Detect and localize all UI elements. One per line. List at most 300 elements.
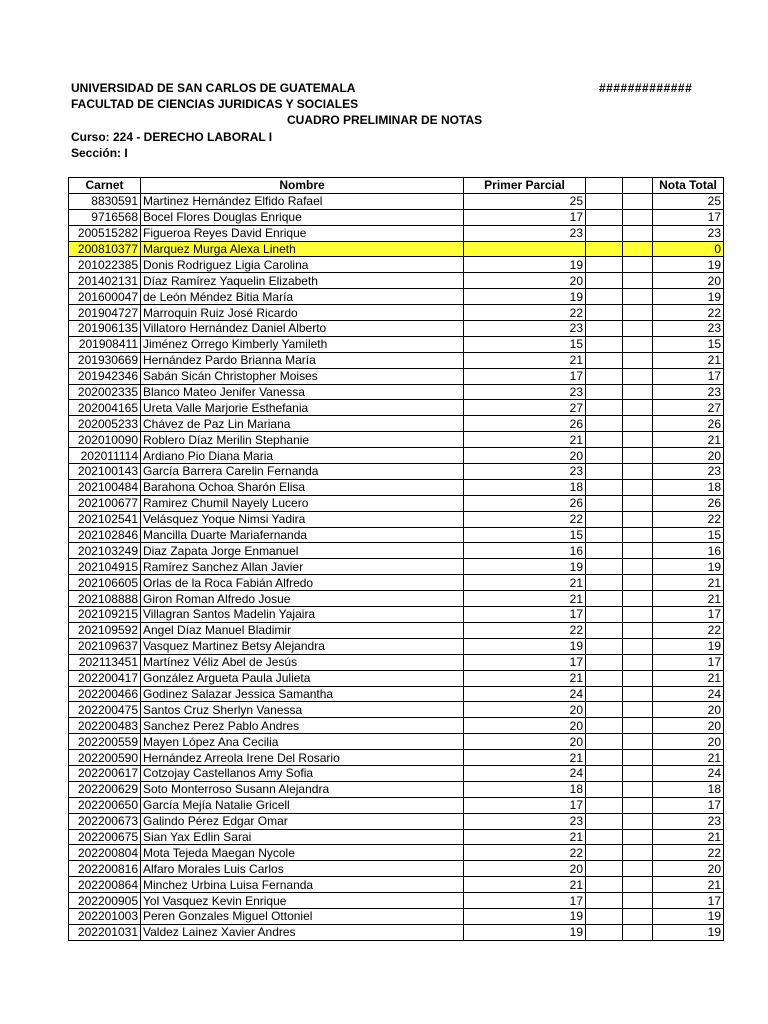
empty-cell	[586, 829, 623, 845]
nota-total-cell: 20	[653, 702, 724, 718]
table-row	[69, 591, 724, 607]
empty-cell	[586, 352, 623, 368]
empty-cell	[586, 781, 623, 797]
nombre-cell: Cotzojay Castellanos Amy Sofia	[141, 765, 464, 781]
nota-total-cell: 17	[653, 797, 724, 813]
empty-cell	[586, 750, 623, 766]
table-row	[69, 416, 724, 432]
primer-parcial-cell: 22	[464, 845, 586, 861]
carnet-cell: 202005233	[69, 416, 141, 432]
table-row	[69, 511, 724, 527]
nota-total-cell: 16	[653, 543, 724, 559]
nota-total-cell: 18	[653, 479, 724, 495]
nota-total-cell: 19	[653, 908, 724, 924]
empty-cell	[586, 432, 623, 448]
nombre-cell: Vasquez Martinez Betsy Alejandra	[141, 638, 464, 654]
empty-cell	[623, 670, 653, 686]
primer-parcial-cell: 26	[464, 416, 586, 432]
empty-cell	[623, 241, 653, 257]
empty-cell	[586, 273, 623, 289]
grades-table	[68, 177, 724, 941]
carnet-cell: 9716568	[69, 209, 141, 225]
empty-cell	[586, 527, 623, 543]
nota-total-cell: 23	[653, 464, 724, 480]
carnet-cell: 201022385	[69, 257, 141, 273]
table-header-row	[69, 178, 724, 194]
nombre-cell: Blanco Mateo Jenifer Vanessa	[141, 384, 464, 400]
nombre-cell: Mayen López Ana Cecilia	[141, 734, 464, 750]
empty-cell	[586, 543, 623, 559]
column-header-nota-total: Nota Total	[653, 178, 724, 194]
nombre-cell: Bocel Flores Douglas Enrique	[141, 209, 464, 225]
nombre-cell: Ardiano Pio Diana Maria	[141, 448, 464, 464]
empty-cell	[586, 448, 623, 464]
nombre-cell: Martinez Hernández Elfido Rafael	[141, 193, 464, 209]
nombre-cell: Hernández Pardo Brianna María	[141, 352, 464, 368]
empty-cell	[586, 718, 623, 734]
carnet-cell: 201930669	[69, 352, 141, 368]
nota-total-cell: 19	[653, 638, 724, 654]
table-row	[69, 559, 724, 575]
empty-cell	[586, 877, 623, 893]
primer-parcial-cell: 17	[464, 607, 586, 623]
empty-cell	[623, 750, 653, 766]
empty-cell	[586, 686, 623, 702]
table-row	[69, 448, 724, 464]
table-row	[69, 464, 724, 480]
grades-table-body	[69, 193, 724, 940]
primer-parcial-cell: 16	[464, 543, 586, 559]
column-header-empty-1	[586, 178, 623, 194]
carnet-cell: 201942346	[69, 368, 141, 384]
empty-cell	[586, 400, 623, 416]
empty-cell	[623, 813, 653, 829]
nombre-cell: Angel Díaz Manuel Bladimir	[141, 622, 464, 638]
empty-cell	[586, 654, 623, 670]
table-row	[69, 273, 724, 289]
table-row	[69, 893, 724, 909]
carnet-cell: 202002335	[69, 384, 141, 400]
empty-cell	[623, 384, 653, 400]
carnet-cell: 202200629	[69, 781, 141, 797]
carnet-cell: 202103249	[69, 543, 141, 559]
primer-parcial-cell: 26	[464, 495, 586, 511]
nombre-cell: Velásquez Yoque Nimsi Yadira	[141, 511, 464, 527]
carnet-cell: 202200483	[69, 718, 141, 734]
empty-cell	[623, 893, 653, 909]
primer-parcial-cell: 20	[464, 702, 586, 718]
empty-cell	[586, 908, 623, 924]
empty-cell	[623, 765, 653, 781]
primer-parcial-cell: 21	[464, 432, 586, 448]
nombre-cell: Marquez Murga Alexa Lineth	[141, 241, 464, 257]
nota-total-cell: 15	[653, 527, 724, 543]
empty-cell	[586, 559, 623, 575]
nota-total-cell: 24	[653, 686, 724, 702]
carnet-cell: 202200673	[69, 813, 141, 829]
carnet-cell: 202200559	[69, 734, 141, 750]
empty-cell	[623, 622, 653, 638]
nombre-cell: Mancilla Duarte Mariafernanda	[141, 527, 464, 543]
nota-total-cell: 20	[653, 734, 724, 750]
table-row	[69, 797, 724, 813]
empty-cell	[623, 797, 653, 813]
nombre-cell: Hernández Arreola Irene Del Rosario	[141, 750, 464, 766]
carnet-cell: 201402131	[69, 273, 141, 289]
table-row	[69, 257, 724, 273]
carnet-cell: 202200475	[69, 702, 141, 718]
primer-parcial-cell: 24	[464, 765, 586, 781]
primer-parcial-cell: 21	[464, 750, 586, 766]
nombre-cell: Minchez Urbina Luisa Fernanda	[141, 877, 464, 893]
empty-cell	[586, 479, 623, 495]
carnet-cell: 202200675	[69, 829, 141, 845]
nota-total-cell: 19	[653, 924, 724, 940]
nombre-cell: Galindo Pérez Edgar Omar	[141, 813, 464, 829]
empty-cell	[586, 702, 623, 718]
empty-cell	[586, 384, 623, 400]
primer-parcial-cell: 19	[464, 924, 586, 940]
table-row	[69, 321, 724, 337]
empty-cell	[586, 734, 623, 750]
empty-cell	[623, 527, 653, 543]
nombre-cell: Diaz Zapata Jorge Enmanuel	[141, 543, 464, 559]
empty-cell	[586, 416, 623, 432]
table-row	[69, 750, 724, 766]
empty-cell	[623, 877, 653, 893]
carnet-cell: 202004165	[69, 400, 141, 416]
nombre-cell: Ramirez Chumil Nayely Lucero	[141, 495, 464, 511]
empty-cell	[623, 193, 653, 209]
empty-cell	[623, 511, 653, 527]
nota-total-cell: 19	[653, 289, 724, 305]
empty-cell	[623, 321, 653, 337]
empty-cell	[623, 781, 653, 797]
primer-parcial-cell: 20	[464, 448, 586, 464]
empty-cell	[623, 289, 653, 305]
nombre-cell: Ureta Valle Marjorie Esthefania	[141, 400, 464, 416]
empty-cell	[623, 225, 653, 241]
nombre-cell: Donis Rodriguez Ligia Carolina	[141, 257, 464, 273]
table-row	[69, 765, 724, 781]
empty-cell	[586, 321, 623, 337]
table-row	[69, 908, 724, 924]
empty-cell	[623, 638, 653, 654]
empty-cell	[586, 924, 623, 940]
empty-cell	[586, 797, 623, 813]
empty-cell	[623, 575, 653, 591]
nombre-cell: Peren Gonzales Miguel Ottoniel	[141, 908, 464, 924]
empty-cell	[623, 432, 653, 448]
table-row	[69, 352, 724, 368]
nota-total-cell: 17	[653, 654, 724, 670]
nota-total-cell: 20	[653, 273, 724, 289]
empty-cell	[586, 257, 623, 273]
nota-total-cell: 20	[653, 861, 724, 877]
table-row	[69, 829, 724, 845]
nota-total-cell: 23	[653, 384, 724, 400]
nombre-cell: Figueroa Reyes David Enrique	[141, 225, 464, 241]
empty-cell	[623, 352, 653, 368]
nota-total-cell: 17	[653, 607, 724, 623]
nota-total-cell: 17	[653, 893, 724, 909]
table-row	[69, 241, 724, 257]
nota-total-cell: 24	[653, 765, 724, 781]
nombre-cell: Barahona Ochoa Sharón Elisa	[141, 479, 464, 495]
carnet-cell: 202106605	[69, 575, 141, 591]
nota-total-cell: 20	[653, 718, 724, 734]
nota-total-cell: 22	[653, 305, 724, 321]
table-row	[69, 305, 724, 321]
carnet-cell: 202100677	[69, 495, 141, 511]
table-row	[69, 336, 724, 352]
carnet-cell: 202200590	[69, 750, 141, 766]
empty-cell	[623, 479, 653, 495]
empty-cell	[586, 209, 623, 225]
carnet-cell: 201908411	[69, 336, 141, 352]
table-row	[69, 225, 724, 241]
carnet-cell: 202200816	[69, 861, 141, 877]
nombre-cell: Sian Yax Edlin Sarai	[141, 829, 464, 845]
primer-parcial-cell: 22	[464, 305, 586, 321]
table-row	[69, 495, 724, 511]
nota-total-cell: 25	[653, 193, 724, 209]
nombre-cell: Alfaro Morales Luis Carlos	[141, 861, 464, 877]
nota-total-cell: 15	[653, 336, 724, 352]
table-row	[69, 813, 724, 829]
empty-cell	[623, 209, 653, 225]
nota-total-cell: 21	[653, 591, 724, 607]
column-header-empty-2	[623, 178, 653, 194]
empty-cell	[586, 511, 623, 527]
nombre-cell: Chávez de Paz Lin Mariana	[141, 416, 464, 432]
table-row	[69, 543, 724, 559]
carnet-cell: 8830591	[69, 193, 141, 209]
empty-cell	[586, 464, 623, 480]
empty-cell	[623, 845, 653, 861]
empty-cell	[623, 908, 653, 924]
section-label: Sección: I	[71, 146, 128, 160]
table-row	[69, 479, 724, 495]
primer-parcial-cell: 20	[464, 273, 586, 289]
nota-total-cell: 23	[653, 225, 724, 241]
nombre-cell: Marroquin Ruiz José Ricardo	[141, 305, 464, 321]
empty-cell	[623, 591, 653, 607]
primer-parcial-cell: 15	[464, 527, 586, 543]
primer-parcial-cell: 17	[464, 893, 586, 909]
table-row	[69, 209, 724, 225]
nota-total-cell: 20	[653, 448, 724, 464]
carnet-cell: 202200864	[69, 877, 141, 893]
primer-parcial-cell: 19	[464, 638, 586, 654]
primer-parcial-cell: 21	[464, 829, 586, 845]
nota-total-cell: 23	[653, 321, 724, 337]
primer-parcial-cell: 19	[464, 257, 586, 273]
table-row	[69, 781, 724, 797]
carnet-cell: 202102846	[69, 527, 141, 543]
table-row	[69, 432, 724, 448]
empty-cell	[623, 368, 653, 384]
primer-parcial-cell: 17	[464, 797, 586, 813]
primer-parcial-cell: 17	[464, 368, 586, 384]
primer-parcial-cell: 18	[464, 781, 586, 797]
carnet-cell: 202102541	[69, 511, 141, 527]
primer-parcial-cell: 21	[464, 670, 586, 686]
table-row	[69, 845, 724, 861]
empty-cell	[586, 845, 623, 861]
primer-parcial-cell: 21	[464, 575, 586, 591]
primer-parcial-cell: 21	[464, 591, 586, 607]
primer-parcial-cell: 23	[464, 813, 586, 829]
page-title: CUADRO PRELIMINAR DE NOTAS	[287, 113, 483, 127]
carnet-cell: 202109592	[69, 622, 141, 638]
empty-cell	[623, 829, 653, 845]
primer-parcial-cell: 21	[464, 352, 586, 368]
primer-parcial-cell: 27	[464, 400, 586, 416]
nombre-cell: Yol Vasquez Kevin Enrique	[141, 893, 464, 909]
primer-parcial-cell: 23	[464, 321, 586, 337]
table-row	[69, 368, 724, 384]
nombre-cell: Valdez Lainez Xavier Andres	[141, 924, 464, 940]
primer-parcial-cell: 19	[464, 289, 586, 305]
nombre-cell: Godinez Salazar Jessica Samantha	[141, 686, 464, 702]
empty-cell	[623, 400, 653, 416]
nota-total-cell: 27	[653, 400, 724, 416]
primer-parcial-cell: 22	[464, 511, 586, 527]
empty-cell	[623, 559, 653, 575]
carnet-cell: 202200417	[69, 670, 141, 686]
nombre-cell: de León Méndez Bitia María	[141, 289, 464, 305]
empty-cell	[586, 575, 623, 591]
nota-total-cell: 21	[653, 670, 724, 686]
empty-cell	[623, 924, 653, 940]
nombre-cell: García Barrera Carelin Fernanda	[141, 464, 464, 480]
empty-cell	[586, 670, 623, 686]
nombre-cell: Sanchez Perez Pablo Andres	[141, 718, 464, 734]
empty-cell	[623, 495, 653, 511]
empty-cell	[623, 654, 653, 670]
primer-parcial-cell: 17	[464, 209, 586, 225]
carnet-cell: 202109637	[69, 638, 141, 654]
carnet-cell: 202100143	[69, 464, 141, 480]
carnet-cell: 202100484	[69, 479, 141, 495]
empty-cell	[586, 765, 623, 781]
table-row	[69, 527, 724, 543]
table-row	[69, 607, 724, 623]
empty-cell	[586, 495, 623, 511]
primer-parcial-cell: 17	[464, 654, 586, 670]
carnet-cell: 202104915	[69, 559, 141, 575]
nombre-cell: González Argueta Paula Julieta	[141, 670, 464, 686]
column-header-carnet: Carnet	[69, 178, 141, 194]
course-label: Curso: 224 - DERECHO LABORAL I	[71, 130, 273, 144]
nota-total-cell: 21	[653, 575, 724, 591]
empty-cell	[623, 861, 653, 877]
carnet-cell: 201600047	[69, 289, 141, 305]
empty-cell	[623, 273, 653, 289]
table-row	[69, 654, 724, 670]
primer-parcial-cell: 20	[464, 734, 586, 750]
carnet-cell: 202200905	[69, 893, 141, 909]
nombre-cell: Villatoro Hernández Daniel Alberto	[141, 321, 464, 337]
carnet-cell: 202010090	[69, 432, 141, 448]
carnet-cell: 202200617	[69, 765, 141, 781]
table-row	[69, 702, 724, 718]
empty-cell	[586, 368, 623, 384]
nombre-cell: Santos Cruz Sherlyn Vanessa	[141, 702, 464, 718]
empty-cell	[586, 241, 623, 257]
nombre-cell: Jiménez Orrego Kimberly Yamileth	[141, 336, 464, 352]
primer-parcial-cell: 21	[464, 877, 586, 893]
table-row	[69, 622, 724, 638]
primer-parcial-cell: 15	[464, 336, 586, 352]
table-row	[69, 400, 724, 416]
empty-cell	[586, 861, 623, 877]
nota-total-cell: 22	[653, 845, 724, 861]
nota-total-cell: 23	[653, 813, 724, 829]
carnet-cell: 201906135	[69, 321, 141, 337]
nombre-cell: Ramírez Sanchez Allan Javier	[141, 559, 464, 575]
nota-total-cell: 0	[653, 241, 724, 257]
nota-total-cell: 21	[653, 829, 724, 845]
nota-total-cell: 21	[653, 352, 724, 368]
empty-cell	[586, 289, 623, 305]
table-row	[69, 289, 724, 305]
table-row	[69, 877, 724, 893]
empty-cell	[586, 591, 623, 607]
carnet-cell: 202201003	[69, 908, 141, 924]
nombre-cell: Roblero Díaz Merilin Stephanie	[141, 432, 464, 448]
carnet-cell: 200810377	[69, 241, 141, 257]
table-row	[69, 384, 724, 400]
nota-total-cell: 22	[653, 622, 724, 638]
empty-cell	[623, 734, 653, 750]
date-overflow-cell: #############	[599, 81, 693, 95]
empty-cell	[623, 257, 653, 273]
primer-parcial-cell	[464, 241, 586, 257]
column-header-nombre: Nombre	[141, 178, 464, 194]
carnet-cell: 202109215	[69, 607, 141, 623]
carnet-cell: 202201031	[69, 924, 141, 940]
nombre-cell: Soto Monterroso Susann Alejandra	[141, 781, 464, 797]
nombre-cell: Sabán Sicán Christopher Moises	[141, 368, 464, 384]
nota-total-cell: 19	[653, 257, 724, 273]
column-header-primer-parcial: Primer Parcial	[464, 178, 586, 194]
nota-total-cell: 21	[653, 432, 724, 448]
nombre-cell: Mota Tejeda Maegan Nycole	[141, 845, 464, 861]
table-row	[69, 718, 724, 734]
nota-total-cell: 26	[653, 416, 724, 432]
table-row	[69, 686, 724, 702]
nota-total-cell: 19	[653, 559, 724, 575]
empty-cell	[586, 622, 623, 638]
carnet-cell: 202108888	[69, 591, 141, 607]
carnet-cell: 201904727	[69, 305, 141, 321]
empty-cell	[586, 813, 623, 829]
nota-total-cell: 22	[653, 511, 724, 527]
nombre-cell: Giron Roman Alfredo Josue	[141, 591, 464, 607]
empty-cell	[623, 448, 653, 464]
carnet-cell: 200515282	[69, 225, 141, 241]
carnet-cell: 202200466	[69, 686, 141, 702]
empty-cell	[623, 686, 653, 702]
primer-parcial-cell: 23	[464, 464, 586, 480]
empty-cell	[623, 543, 653, 559]
primer-parcial-cell: 23	[464, 384, 586, 400]
carnet-cell: 202200804	[69, 845, 141, 861]
carnet-cell: 202200650	[69, 797, 141, 813]
primer-parcial-cell: 20	[464, 861, 586, 877]
